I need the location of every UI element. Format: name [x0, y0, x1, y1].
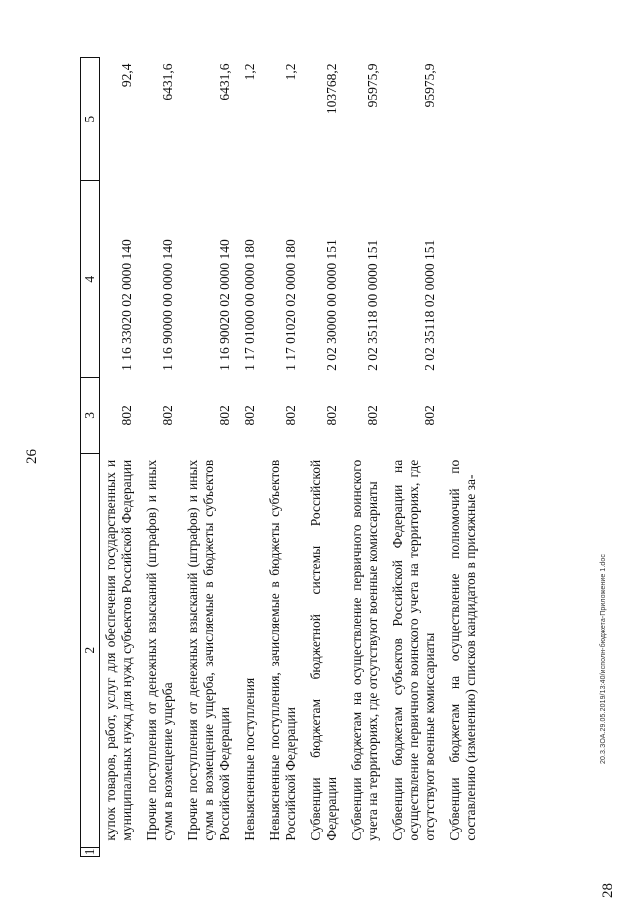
row-name: купок товаров, работ, услуг для обеспечения государственных и муниципальных нужд для нужд субъектов Российской Федерации	[103, 459, 134, 841]
row-name: Невыясненные поступления	[242, 677, 257, 841]
row-name: Субвенции бюджетам бюджетной системы Российской Федерации	[308, 459, 339, 841]
row-code: 2 02 35118 00 0000 151	[365, 239, 380, 371]
header-col-5: 5	[81, 58, 100, 182]
row-amount: 6431,6	[160, 63, 175, 101]
row-name: Субвенции бюджетам субъектов Российской Федерации на осуществление первичного воинского учета на территориях, где отсутствуют военные комиссариаты	[390, 459, 437, 841]
row-admin: 802	[160, 405, 175, 426]
row-code: 2 02 30000 00 0000 151	[324, 239, 339, 371]
bottom-page-number: 28	[600, 883, 616, 898]
row-amount: 92,4	[119, 63, 134, 88]
row-admin: 802	[365, 405, 380, 426]
row-name: Прочие поступления от денежных взысканий (штрафов) и иных сумм в возмещение ущерба, зачисляемые в бюджеты субъектов Российской Федерации	[185, 459, 232, 841]
row-amount: 103768,2	[324, 63, 339, 115]
row-code: 1 16 90000 00 0000 140	[160, 239, 175, 371]
table-row	[387, 58, 444, 857]
row-name: Невыясненные поступления, зачисляемые в бюджеты субъектов Российской Федерации	[267, 459, 298, 841]
row-admin: 802	[283, 405, 298, 426]
row-amount: 95975,9	[422, 63, 437, 108]
page-number: 26	[24, 449, 40, 464]
header-col-4: 4	[81, 181, 100, 377]
table-row	[264, 58, 305, 857]
row-admin	[444, 377, 485, 453]
row-code	[444, 181, 485, 377]
header-col-2: 2	[81, 453, 100, 847]
row-code: 1 16 33020 02 0000 140	[119, 239, 134, 371]
table-row	[239, 58, 264, 857]
table-row	[182, 58, 239, 857]
table-row	[305, 58, 346, 857]
row-amount: 1,2	[242, 63, 257, 81]
row-code: 2 02 35118 02 0000 151	[422, 239, 437, 371]
row-amount: 1,2	[283, 63, 298, 81]
header-col-3: 3	[81, 377, 100, 453]
row-name: Субвенции бюджетам на осуществление полномочий по составлению (изменению) списков кандидатов в присяжные за-	[447, 459, 478, 841]
row-admin: 802	[119, 405, 134, 426]
row-code: 1 17 01000 00 0000 180	[242, 239, 257, 371]
table-row	[444, 58, 485, 857]
row-code: 1 16 90020 02 0000 140	[217, 239, 232, 371]
row-admin: 802	[242, 405, 257, 426]
header-col-1: 1	[81, 847, 100, 856]
row-admin: 802	[324, 405, 339, 426]
table-row	[346, 58, 387, 857]
row-name: Субвенции бюджетам на осуществление первичного воинского учета на территориях, где отсутствуют военные комиссариаты	[349, 459, 380, 841]
revenue-table	[80, 57, 485, 857]
row-amount: 6431,6	[217, 63, 232, 101]
row-name: Прочие поступления от денежных взысканий (штрафов) и иных сумм в возмещение ущерба	[144, 459, 175, 841]
table-row	[100, 58, 142, 857]
table-header-row	[81, 58, 100, 857]
row-code: 1 17 01020 02 0000 180	[283, 239, 298, 371]
row-amount	[444, 58, 485, 182]
row-admin: 802	[422, 405, 437, 426]
file-path-footer: 20.3.ЗОА.29.05.2019/13:40/исполн-бюджета-Приложение 1.doc	[600, 554, 607, 764]
row-amount: 95975,9	[365, 63, 380, 108]
row-admin: 802	[217, 405, 232, 426]
table-row	[141, 58, 182, 857]
